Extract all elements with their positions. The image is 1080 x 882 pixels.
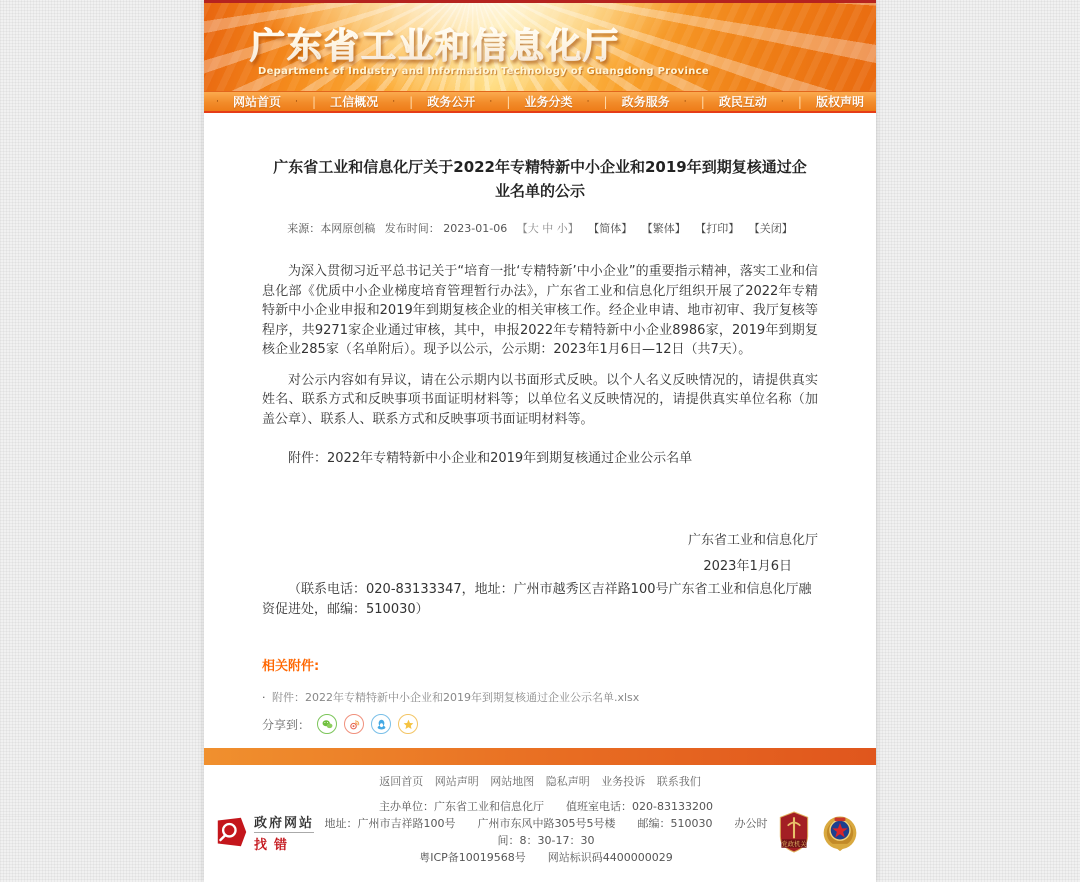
weibo-icon: [348, 718, 361, 731]
nav-bullet: ·: [216, 96, 219, 107]
nav-item-business[interactable]: 业务分类: [524, 95, 573, 109]
party-government-badge-icon[interactable]: [778, 811, 810, 853]
nav-item-services[interactable]: 政务服务: [621, 95, 670, 109]
nav-separator: |: [312, 94, 317, 109]
font-size-control[interactable]: 【大 中 小】: [516, 222, 579, 235]
site-title: 广东省工业和信息化厅: [250, 19, 620, 69]
footer-link-home[interactable]: 返回首页: [379, 775, 424, 788]
party-government-badge-label: 党政机关: [781, 841, 807, 849]
footer-link-complaint[interactable]: 业务投诉: [601, 775, 646, 788]
share-row: [262, 714, 818, 734]
nav-bullet: ·: [683, 96, 687, 107]
nav-separator: |: [700, 94, 705, 109]
weibo-share-button[interactable]: [344, 714, 364, 734]
website-error-report-badge[interactable]: [216, 812, 314, 853]
attachment-reference-line: 附件：2022年专精特新中小企业和2019年到期复核通过企业公示名单: [288, 451, 693, 466]
meta-publish-time: 发布时间： 2023-01-06: [384, 222, 508, 235]
main-navbar: [204, 91, 876, 113]
nav-bullet: ·: [392, 96, 396, 107]
related-attachments-heading: 相关附件:: [262, 659, 320, 674]
nav-separator: |: [506, 94, 511, 109]
signature-department: 广东省工业和信息化厅: [687, 533, 818, 548]
footer-info-line3: 粤ICP备10019568号 网站标识码4400000029: [419, 851, 673, 864]
footer-info-line2: 地址：广州市吉祥路100号 广州市东风中路305号5号楼 邮编：510030 办公时间：8：30-17：30: [324, 817, 768, 847]
meta-source: 来源：本网原创稿: [287, 222, 376, 235]
error-report-badge-text: [254, 812, 314, 853]
attachment-list-item: [262, 689, 818, 705]
footer-links: [214, 773, 866, 789]
article-title: 广东省工业和信息化厅关于2022年专精特新中小企业和2019年到期复核通过企业名单的公示: [273, 158, 807, 200]
star-icon: [402, 718, 415, 731]
print-button[interactable]: 【打印】: [695, 222, 740, 235]
error-badge-line2: 找错: [254, 837, 295, 853]
contact-info: （联系电话：020-83133347，地址：广州市越秀区吉祥路100号广东省工业和信息化厅融资促进处，邮编：510030）: [262, 582, 812, 617]
wechat-share-button[interactable]: [317, 714, 337, 734]
nav-bullet: ·: [586, 96, 590, 107]
attachment-download-link[interactable]: 附件：2022年专精特新中小企业和2019年到期复核通过企业公示名单.xlsx: [272, 691, 640, 704]
signature-date: 2023年1月6日: [703, 559, 792, 574]
traditional-button[interactable]: 【繁体】: [641, 222, 686, 235]
error-report-magnifier-icon: [216, 816, 248, 848]
nav-item-overview[interactable]: 工信概况: [330, 95, 379, 109]
nav-item-interaction[interactable]: 政民互动: [718, 95, 767, 109]
page-container: [204, 0, 876, 882]
nav-item-copyright[interactable]: 版权声明: [815, 95, 864, 109]
favorite-share-button[interactable]: [398, 714, 418, 734]
footer-link-statement[interactable]: 网站声明: [434, 775, 479, 788]
nav-item-public-affairs[interactable]: 政务公开: [427, 95, 476, 109]
footer-link-sitemap[interactable]: 网站地图: [490, 775, 535, 788]
qq-share-button[interactable]: [371, 714, 391, 734]
footer-main-row: [214, 798, 866, 866]
nav-bullet: ·: [780, 96, 784, 107]
close-button[interactable]: 【关闭】: [748, 222, 793, 235]
footer-badges: [778, 811, 860, 853]
footer-info: [314, 798, 778, 866]
site-subtitle: Department of Industry and Information Technology of Guangdong Province: [258, 66, 709, 77]
police-emblem-icon[interactable]: [820, 811, 860, 853]
qq-icon: [375, 718, 388, 731]
list-bullet: ·: [262, 691, 266, 704]
share-label: 分享到：: [262, 717, 311, 732]
nav-separator: |: [797, 94, 802, 109]
nav-separator: |: [603, 94, 608, 109]
article-meta: [262, 220, 818, 236]
simplified-button[interactable]: 【简体】: [588, 222, 633, 235]
footer-info-line1: 主办单位：广东省工业和信息化厅 值班室电话：020-83133200: [379, 800, 713, 813]
nav-bullet: ·: [295, 96, 298, 107]
article-paragraph-2: 对公示内容如有异议，请在公示期内以书面形式反映。以个人名义反映情况的，请提供真实姓名、联系方式和反映事项书面证明材料等；以单位名义反映情况的，请提供真实单位名称（加盖公章）、联系人、联系方式和反映事项书面证明材料等。: [262, 372, 818, 427]
footer-link-contact[interactable]: 联系我们: [656, 775, 701, 788]
article-paragraph-1: 为深入贯彻习近平总书记关于“培育一批‘专精特新’中小企业”的重要指示精神，落实工业和信息化部《优质中小企业梯度培育管理暂行办法》，广东省工业和信息化厅组织开展了2022年专精特新中小企业申报和2019年到期复核企业的相关审核工作。经企业申请、地市初审、我厅复核等程序，共9271家企业通过审核，其中，申报2022年专精特新中小企业8986家，2019年到期复核企业285家（名单附后）。现予以公示，公示期：2023年1月6日—12日（共7天）。: [262, 264, 818, 357]
footer: [204, 765, 876, 882]
header-banner: [204, 0, 876, 91]
footer-link-privacy[interactable]: 隐私声明: [545, 775, 590, 788]
footer-divider-bar: [204, 748, 876, 765]
wechat-icon: [321, 718, 334, 731]
nav-bullet: ·: [489, 96, 493, 107]
error-badge-line1: 政府网站: [254, 812, 314, 833]
nav-item-home[interactable]: 网站首页: [232, 95, 281, 109]
nav-separator: |: [409, 94, 414, 109]
article-content: [204, 113, 876, 748]
